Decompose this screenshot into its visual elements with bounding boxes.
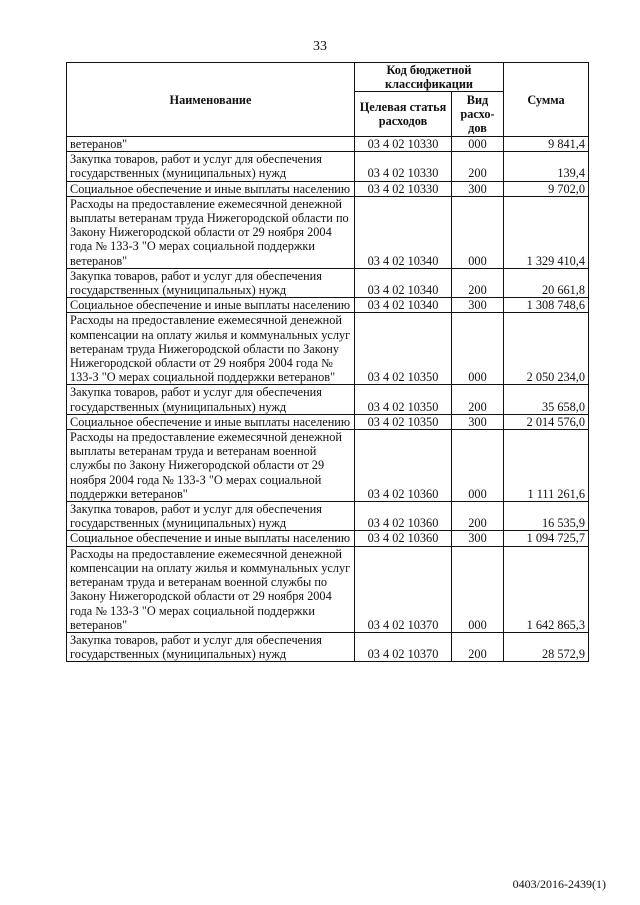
header-row <box>67 63 589 92</box>
table-row <box>67 313 589 385</box>
page-number: 33 <box>313 39 327 54</box>
row-expense-type: 300 <box>452 298 504 313</box>
row-amount: 9 702,0 <box>504 181 589 196</box>
row-amount: 1 308 748,6 <box>504 298 589 313</box>
row-name: Расходы на предоставление ежемесячной денежной компенсации на оплату жилья и коммунальных услуг ветеранам труда Нижегородской области по Закону Нижегородской области от 29 ноября 2004 года № 133-З "О мерах социальной поддержки ветеранов" <box>67 313 355 385</box>
row-target-code: 03 4 02 10370 <box>355 632 452 661</box>
row-expense-type: 300 <box>452 531 504 546</box>
row-target-code: 03 4 02 10330 <box>355 137 452 152</box>
row-name: Закупка товаров, работ и услуг для обеспечения государственных (муниципальных) нужд <box>67 502 355 531</box>
row-target-code: 03 4 02 10330 <box>355 152 452 181</box>
row-name: Закупка товаров, работ и услуг для обеспечения государственных (муниципальных) нужд <box>67 385 355 414</box>
header-amount: Сумма <box>504 63 589 137</box>
row-amount: 1 642 865,3 <box>504 546 589 632</box>
row-target-code: 03 4 02 10350 <box>355 414 452 429</box>
row-expense-type: 300 <box>452 414 504 429</box>
row-amount: 16 535,9 <box>504 502 589 531</box>
row-expense-type: 300 <box>452 181 504 196</box>
row-expense-type: 200 <box>452 502 504 531</box>
row-target-code: 03 4 02 10330 <box>355 181 452 196</box>
row-amount: 1 111 261,6 <box>504 430 589 502</box>
header-name: Наименование <box>67 63 355 137</box>
row-target-code: 03 4 02 10370 <box>355 546 452 632</box>
table-row <box>67 181 589 196</box>
row-expense-type: 200 <box>452 152 504 181</box>
header-classification: Код бюджетной классификации <box>355 63 504 92</box>
row-target-code: 03 4 02 10340 <box>355 268 452 297</box>
row-target-code: 03 4 02 10350 <box>355 313 452 385</box>
row-amount: 139,4 <box>504 152 589 181</box>
table-row <box>67 385 589 414</box>
row-name: ветеранов" <box>67 137 355 152</box>
table-row <box>67 414 589 429</box>
table-row <box>67 152 589 181</box>
row-expense-type: 000 <box>452 196 504 268</box>
row-amount: 2 014 576,0 <box>504 414 589 429</box>
table-row <box>67 268 589 297</box>
row-expense-type: 200 <box>452 385 504 414</box>
table-row <box>67 531 589 546</box>
table-row <box>67 502 589 531</box>
table-row <box>67 196 589 268</box>
row-target-code: 03 4 02 10340 <box>355 196 452 268</box>
table-row <box>67 430 589 502</box>
row-amount: 20 661,8 <box>504 268 589 297</box>
row-name: Расходы на предоставление ежемесячной денежной выплаты ветеранам труда и ветеранам военной службы по Закону Нижегородской области от 29 ноября 2004 года № 133-З "О мерах социальной поддержки ветеранов" <box>67 430 355 502</box>
row-target-code: 03 4 02 10350 <box>355 385 452 414</box>
table-row <box>67 137 589 152</box>
row-expense-type: 200 <box>452 632 504 661</box>
row-name: Закупка товаров, работ и услуг для обеспечения государственных (муниципальных) нужд <box>67 268 355 297</box>
row-name: Расходы на предоставление ежемесячной денежной компенсации на оплату жилья и коммунальных услуг ветеранам труда и ветеранам военной службы по Закону Нижегородской области от 29 ноября 2004 года № 133-З "О мерах социальной поддержки ветеранов" <box>67 546 355 632</box>
row-name: Закупка товаров, работ и услуг для обеспечения государственных (муниципальных) нужд <box>67 152 355 181</box>
row-expense-type: 000 <box>452 546 504 632</box>
row-name: Социальное обеспечение и иные выплаты населению <box>67 414 355 429</box>
row-amount: 2 050 234,0 <box>504 313 589 385</box>
row-name: Закупка товаров, работ и услуг для обеспечения государственных (муниципальных) нужд <box>67 632 355 661</box>
row-expense-type: 000 <box>452 137 504 152</box>
row-target-code: 03 4 02 10340 <box>355 298 452 313</box>
header-target-article: Целевая статья расходов <box>355 92 452 137</box>
budget-table <box>66 62 589 662</box>
row-name: Социальное обеспечение и иные выплаты населению <box>67 181 355 196</box>
row-name: Расходы на предоставление ежемесячной денежной выплаты ветеранам труда Нижегородской области по Закону Нижегородской области от 29 ноября 2004 года № 133-З "О мерах социальной поддержки ветеранов" <box>67 196 355 268</box>
row-amount: 28 572,9 <box>504 632 589 661</box>
table-body <box>67 137 589 662</box>
row-amount: 9 841,4 <box>504 137 589 152</box>
row-amount: 35 658,0 <box>504 385 589 414</box>
table-row <box>67 632 589 661</box>
row-target-code: 03 4 02 10360 <box>355 531 452 546</box>
document-number: 0403/2016-2439(1) <box>512 877 606 891</box>
row-expense-type: 000 <box>452 313 504 385</box>
table-row <box>67 546 589 632</box>
row-name: Социальное обеспечение и иные выплаты населению <box>67 298 355 313</box>
row-target-code: 03 4 02 10360 <box>355 502 452 531</box>
row-amount: 1 329 410,4 <box>504 196 589 268</box>
row-name: Социальное обеспечение и иные выплаты населению <box>67 531 355 546</box>
row-expense-type: 000 <box>452 430 504 502</box>
row-expense-type: 200 <box>452 268 504 297</box>
header-expense-type: Вид расхо-дов <box>452 92 504 137</box>
table-row <box>67 298 589 313</box>
row-target-code: 03 4 02 10360 <box>355 430 452 502</box>
row-amount: 1 094 725,7 <box>504 531 589 546</box>
